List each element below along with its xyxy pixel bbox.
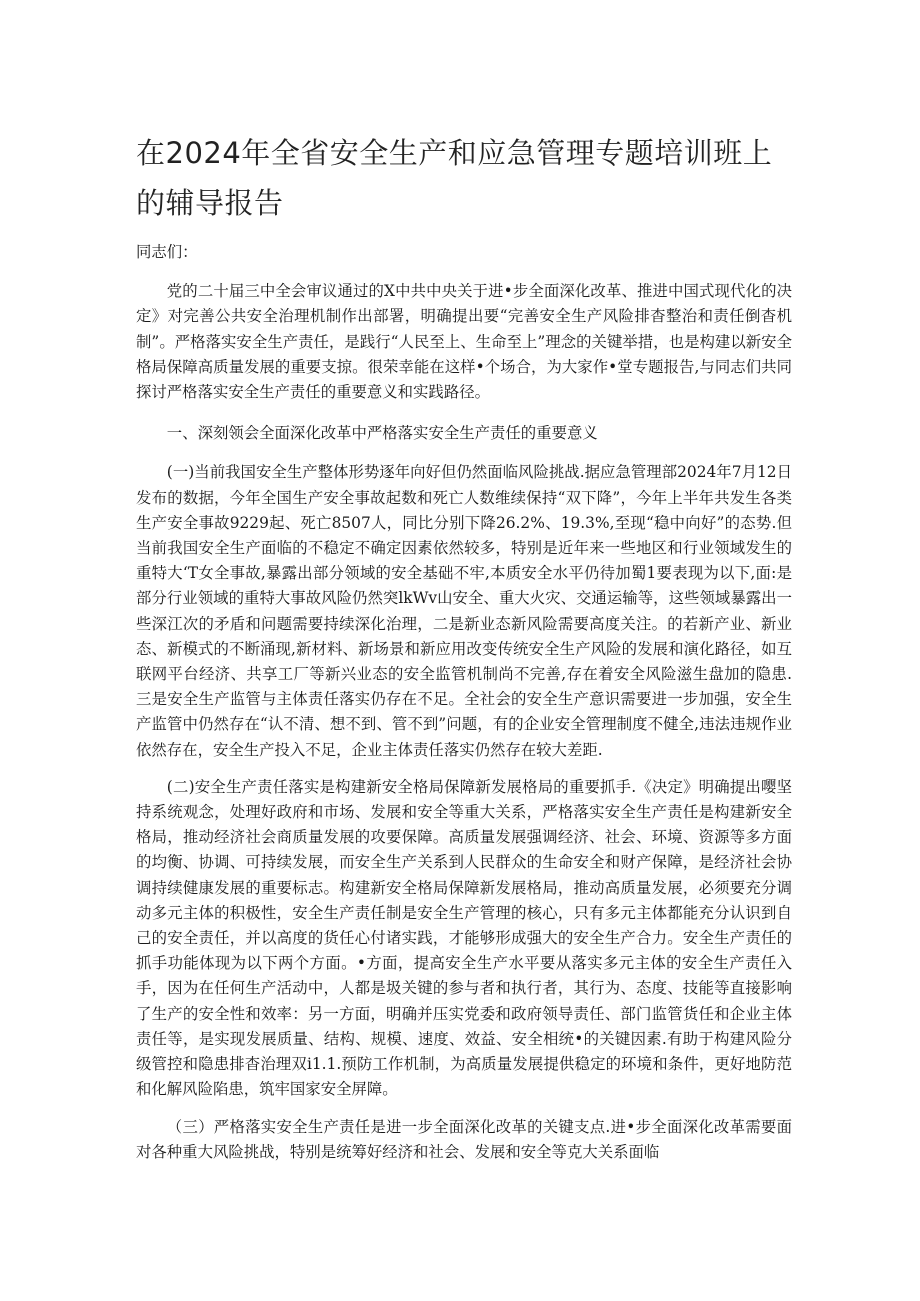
paragraph-1-3: （三）严格落实安全生产责任是进一步全面深化改革的关键支点.进•步全面深化改革需要面对各种重大风险挑战，特别是统筹好经济和社会、发展和安全等克大关系面临 [136,1117,792,1161]
document-body [136,240,792,1165]
paragraph-1-1: (一)当前我国安全生产整体形势逐年向好但仍然面临风险挑战.据应急管理部2024年7月12日发布的数据，今年全国生产安全事故起数和死亡人数维续保持“双下降”，今年上半年共发生各类生产安全事故9229起、死亡8507人，同比分别下降26.2%、19.3%,至现“稳中向好”的态势.但当前我国安全生产面临的不稳定不确定因素依然较多，特别是近年来一些地区和行业领域发生的重特大‘T女全事故,暴露出部分领域的安全基础不牢,本质安全水平仍待加蜀1要表现为以下,面:是部分行业领域的重特大事故风险仍然突lkWv山安全、重大火灾、交通运输等，这些领域暴露出一些深江次的矛盾和问题需要持续深化治理，二是新业态新风险需要高度关注。的若新产业、新业态、新模式的不断涌现,新材料、新场景和新应用改变传统安全生产风险的发展和演化路径，如互联网平台经济、共享工厂等新兴业态的安全监管机制尚不完善,存在着安全风险滋生盘加的隐患.三是安全生产监管与主体责任落实仍存在不足。全社会的安全生产意识需要进一步加强，安全生产监管中仍然存在“认不清、想不到、管不到”问题，有的企业安全管理制度不健全,违法违规作业依然存在，安全生产投入不足，企业主体责任落实仍然存在较大差距. [136,463,792,759]
document-title: 在2024年全省安全生产和应急管理专题培训班上的辅导报告 [136,136,773,220]
paragraph-intro: 党的二十届三中全会审议通过的X中共中央关于进•步全面深化改革、推进中国式现代化的决定》对完善公共安全治理机制作出部署，明确提出要“完善安全生产风险排杳整治和责任倒杳机制”。严格落实安全生产责任，是践行“人民至上、生命至上”理念的关键举措，也是构建以新安全格局保障高质量发展的重要支掠。很荣幸能在这样•个场合，为大家作•堂专题报告,与同志们共同探讨严格落实安全生产责任的重要意义和实践路径。 [136,282,792,402]
section-heading-1: 一、深刻领会全面深化改革中严格落实安全生产责任的重要意义 [166,424,598,443]
salutation: 同志们： [136,243,198,261]
paragraph-1-2: (二)安全生产责任落实是构建新安全格局保障新发展格局的重要抓手.《决定》明确提出嘤坚持系统观念，处理好政府和市场、发展和安全等重大关系，严格落实安全生产责任是构建新安全格局，推动经济社会商质量发展的攻要保障。高质量发展强调经济、社会、环境、资源等多方面的均衡、协调、可持续发展，而安全生产关系到人民群众的生命安全和财产保障，是经济社会协调持续健康发展的重要标志。构建新安全格局保障新发展格局，推动高质量发展，必须要充分调动多元主体的积极性，安全生产责任制是安全生产管理的核心，只有多元主体都能充分认识到自己的安全责任，并以高度的货任心付诸实践，才能够形成强大的安全生产合力。安全生产责任的抓手功能体现为以下两个方面。•方面，提高安全生产水平要从落实多元主体的安全生产责任入手，因为在任何生产活动中，人都是圾关键的参与者和执行者，其行为、态度、技能等直接影响了生产的安全性和效率：另一方面，明确并压实党委和政府领导责任、部门监管货任和企业主体责任等，是实现发展质量、结构、规模、速度、效益、安全相统•的关键因素.有助于构建风险分级管控和隐患排杳治理双i1.1.预防工作机制，为高质量发展提供稳定的环境和条件，更好地防范和化解风险陷患，筑牢国家安全屏障。 [136,777,792,1099]
